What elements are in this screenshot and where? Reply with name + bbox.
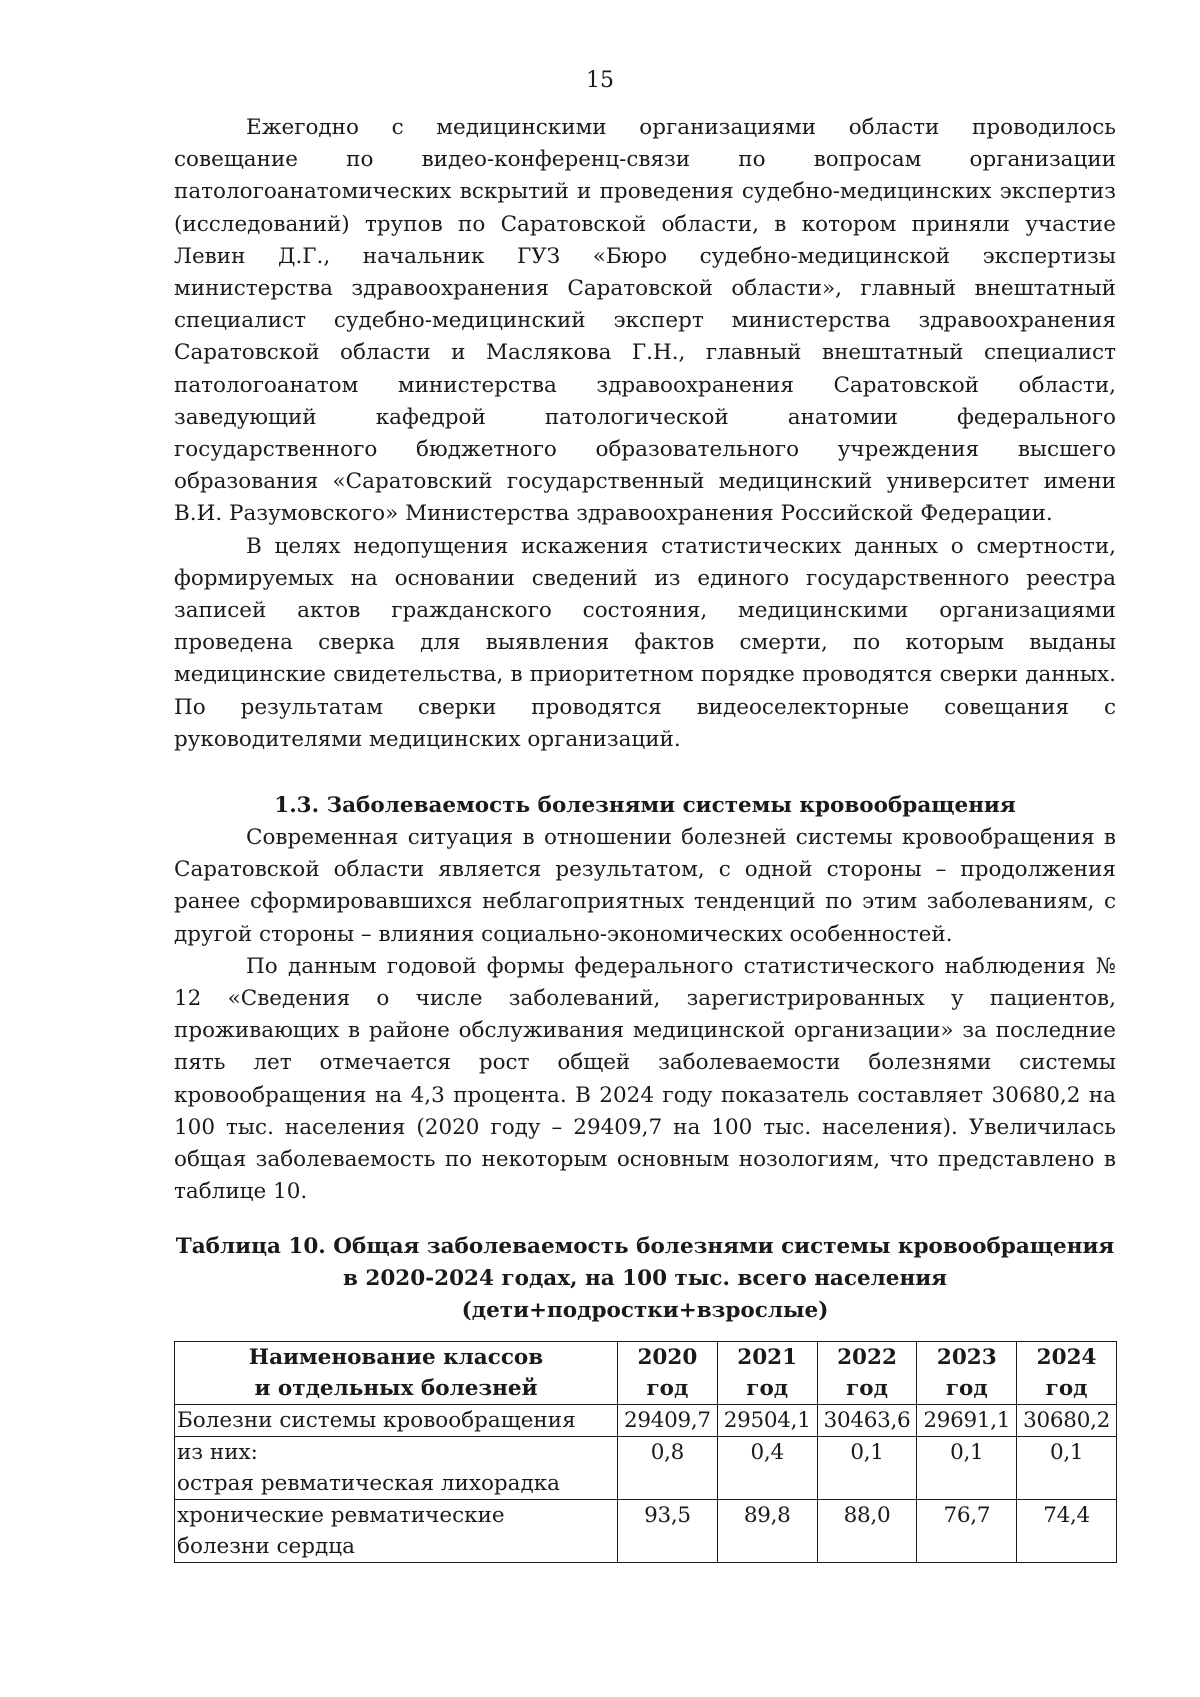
page-number: 15 xyxy=(586,68,614,93)
value-cell: 29691,1 xyxy=(917,1404,1017,1436)
value-cell: 74,4 xyxy=(1017,1499,1117,1562)
value-cell: 89,8 xyxy=(717,1499,817,1562)
header-year-cell: 2021 год xyxy=(717,1341,817,1404)
value-cell: 30463,6 xyxy=(817,1404,917,1436)
value-cell: 0,1 xyxy=(1017,1436,1117,1499)
table-caption-line: Таблица 10. Общая заболеваемость болезнями системы кровообращения xyxy=(175,1233,1115,1259)
row-name-cell: хронические ревматические болезни сердца xyxy=(175,1499,618,1562)
value-cell: 93,5 xyxy=(618,1499,718,1562)
header-year-cell: 2022 год xyxy=(817,1341,917,1404)
header-year-cell: 2024 год xyxy=(1017,1341,1117,1404)
paragraph: По данным годовой формы федерального статистического наблюдения № 12 «Сведения о числе заболеваний, зарегистрированных у пациентов, проживающих в районе обслуживания медицинской организации» за последние пять лет отмечается рост общей заболеваемости болезнями системы кровообращения на 4,3 процента. В 2024 году показатель составляет 30680,2 на 100 тыс. населения (2020 году – 29409,7 на 100 тыс. населения). Увеличилась общая заболеваемость по некоторым основным нозологиям, что представлено в таблице 10. xyxy=(174,953,1116,1205)
row-name-cell: Болезни системы кровообращения xyxy=(175,1404,618,1436)
value-cell: 76,7 xyxy=(917,1499,1017,1562)
table-caption xyxy=(174,1231,1116,1327)
header-year-cell: 2020 год xyxy=(618,1341,718,1404)
header-name-cell: Наименование классов и отдельных болезней xyxy=(175,1341,618,1404)
table-row xyxy=(175,1436,1117,1499)
document-body xyxy=(174,112,1116,1563)
value-cell: 29504,1 xyxy=(717,1404,817,1436)
value-cell: 0,4 xyxy=(717,1436,817,1499)
table-row xyxy=(175,1404,1117,1436)
morbidity-table xyxy=(174,1341,1117,1563)
value-cell: 0,8 xyxy=(618,1436,718,1499)
value-cell: 0,1 xyxy=(917,1436,1017,1499)
value-cell: 0,1 xyxy=(817,1436,917,1499)
table-header-row xyxy=(175,1341,1117,1404)
row-name-cell: из них: острая ревматическая лихорадка xyxy=(175,1436,618,1499)
value-cell: 29409,7 xyxy=(618,1404,718,1436)
paragraph: Современная ситуация в отношении болезней системы кровообращения в Саратовской области является результатом, с одной стороны – продолжения ранее сформировавшихся неблагоприятных тенденций по этим заболеваниям, с другой стороны – влияния социально-экономических особенностей. xyxy=(174,825,1116,947)
paragraph: Ежегодно с медицинскими организациями области проводилось совещание по видео-конференц-связи по вопросам организации патологоанатомических вскрытий и проведения судебно-медицинских экспертиз (исследований) трупов по Саратовской области, в котором приняли участие Левин Д.Г., начальник ГУЗ «Бюро судебно-медицинской экспертизы министерства здравоохранения Саратовской области», главный внештатный специалист судебно-медицинский эксперт министерства здравоохранения Саратовской области и Маслякова Г.Н., главный внештатный специалист патологоанатом министерства здравоохранения Саратовской области, заведующий кафедрой патологической анатомии федерального государственного бюджетного образовательного учреждения высшего образования «Саратовский государственный медицинский университет имени В.И. Разумовского» Министерства здравоохранения Российской Федерации. xyxy=(174,115,1116,527)
header-year-cell: 2023 год xyxy=(917,1341,1017,1404)
table-row xyxy=(175,1499,1117,1562)
section-heading: 1.3. Заболеваемость болезнями системы кровообращения xyxy=(274,793,1016,819)
paragraph: В целях недопущения искажения статистических данных о смертности, формируемых на основании сведений из единого государственного реестра записей актов гражданского состояния, медицинскими организациями проведена сверка для выявления фактов смерти, по которым выданы медицинские свидетельства, в приоритетном порядке проводятся сверки данных. По результатам сверки проводятся видеоселекторные совещания с руководителями медицинских организаций. xyxy=(174,533,1116,752)
value-cell: 88,0 xyxy=(817,1499,917,1562)
value-cell: 30680,2 xyxy=(1017,1404,1117,1436)
table-caption-line: в 2020-2024 годах, на 100 тыс. всего населения (дети+подростки+взрослые) xyxy=(342,1265,948,1323)
